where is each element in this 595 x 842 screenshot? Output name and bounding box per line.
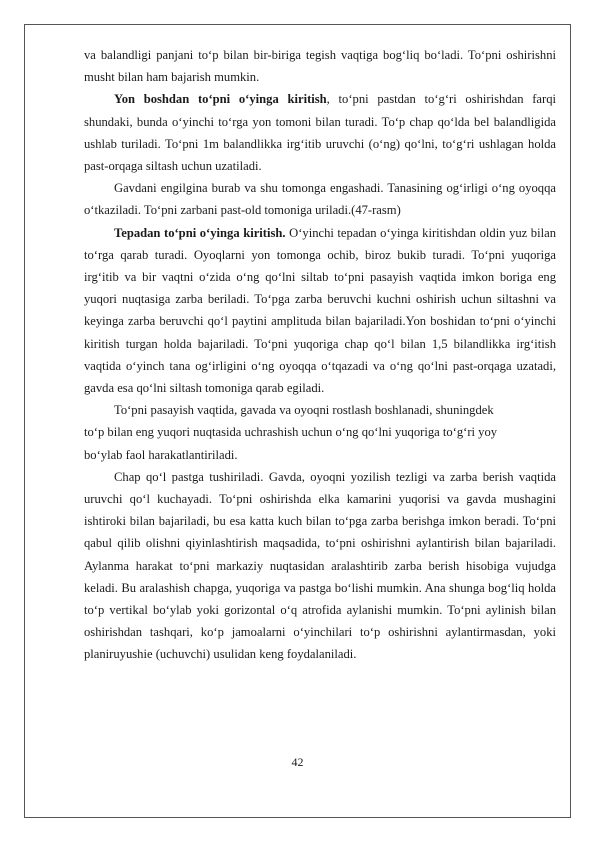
paragraph-side-serve	[84, 88, 556, 177]
paragraph-3	[84, 177, 556, 221]
paragraph-overhead-serve	[84, 222, 556, 400]
paragraph-5-line-2: to‘p bilan eng yuqori nuqtasida uchrashish uchun o‘ng qo‘lni yuqoriga to‘g‘ri yoy	[84, 425, 498, 440]
paragraph-overhead-serve-text: O‘yinchi tepadan o‘yinga kiritishdan oldin yuz bilan to‘rga qarab turadi. Oyoqlarni yon tomonga ochib, biroz bukib turadi. To‘pni yuqoriga irg‘itib va bir vaqtni o‘zida o‘ng qo‘lni siltab to‘pni pasayish vaqtida imkon boriga eng yuqori nuqtasiga zarba beriladi. To‘pga zarba beruvchi kuchni oshirish uchun siltashni va keyinga zarba beruvchi qo‘l paytini amplituda bilan bajariladi.Yon boshidan to‘pni o‘yinchi kiritish turgan holda bajariladi. To‘pni yuqoriga chap qo‘l bilan 1,5 bilandlikka irg‘itish vaqtida o‘yinch tana og‘irligini o‘ng oyoqqa o‘tqazadi va o‘ng qo‘lni past-orqaga uzatadi, gavda esa qo‘lni siltash tomoniga qarab egiladi.	[84, 225, 556, 396]
paragraph-1	[84, 44, 556, 88]
paragraph-5-line-1: To‘pni pasayish vaqtida, gavada va oyoqni rostlash boshlanadi, shuningdek	[114, 403, 494, 418]
paragraph-3-text: Gavdani engilgina burab va shu tomonga engashadi. Tanasining og‘irligi o‘ng oyoqqa o‘tkaziladi. To‘pni zarbani past-old tomoniga uriladi.(47-rasm)	[84, 181, 556, 218]
paragraph-5-line-3: bo‘ylab faol harakatlantiriladi.	[84, 447, 238, 462]
paragraph-1-text: va balandligi panjani to‘p bilan bir-biriga tegish vaqtiga bog‘liq bo‘ladi. To‘pni oshirishni musht bilan ham bajarish mumkin.	[84, 48, 556, 85]
paragraph-6	[84, 466, 556, 666]
heading-overhead-serve: Tepadan to‘pni o‘yinga kiritish.	[114, 225, 286, 240]
paragraph-6-text: Chap qo‘l pastga tushiriladi. Gavda, oyoqni yozilish tezligi va zarba berish vaqtida uruvchi qo‘l kuchayadi. To‘pni oshirishda elka kamarini yuqorisi va gavda mushagini ishtiroki bilan bajariladi, bu esa katta kuch bilan to‘pga zarba berishga imkon beradi. To‘pni qabul qilib olishni qiyinlashtirish maqsadida, to‘pni oshirishni aylantirish bilan bajariladi. Aylanma harakat to‘pni markaziy nuqtasidan aralashtirib zarba berish hisobiga vujudga keladi. Bu aralashish chapga, yuqoriga va pastga bo‘lishi mumkin. Ana shunga bog‘liq holda to‘p vertikal bo‘ylab yoki gorizontal o‘q atrofida aylanishi mumkin. To‘pni aylinish bilan oshirishdan tashqari, ko‘p jamoalarni o‘yinchilari to‘p oshirishni aylantirmasdan, yoki planiruyushie (uchuvchi) usulidan keng foydalaniladi.	[84, 469, 556, 662]
paragraph-side-serve-text: , to‘pni pastdan to‘g‘ri oshirishdan farqi shundaki, bunda o‘yinchi to‘rga yon tomoni bilan turadi. To‘p chap qo‘lda bel balandligida ushlab turiladi. To‘pni 1m balandlikka irg‘itib uruvchi (o‘ng) qo‘lni, to‘g‘ri ushlagan holda past-orqaga siltash uchun uzatiladi.	[84, 92, 556, 174]
page-number: 42	[291, 755, 304, 769]
document-body	[84, 44, 556, 666]
heading-side-serve: Yon boshdan to‘pni o‘yinga kiritish	[114, 92, 327, 107]
